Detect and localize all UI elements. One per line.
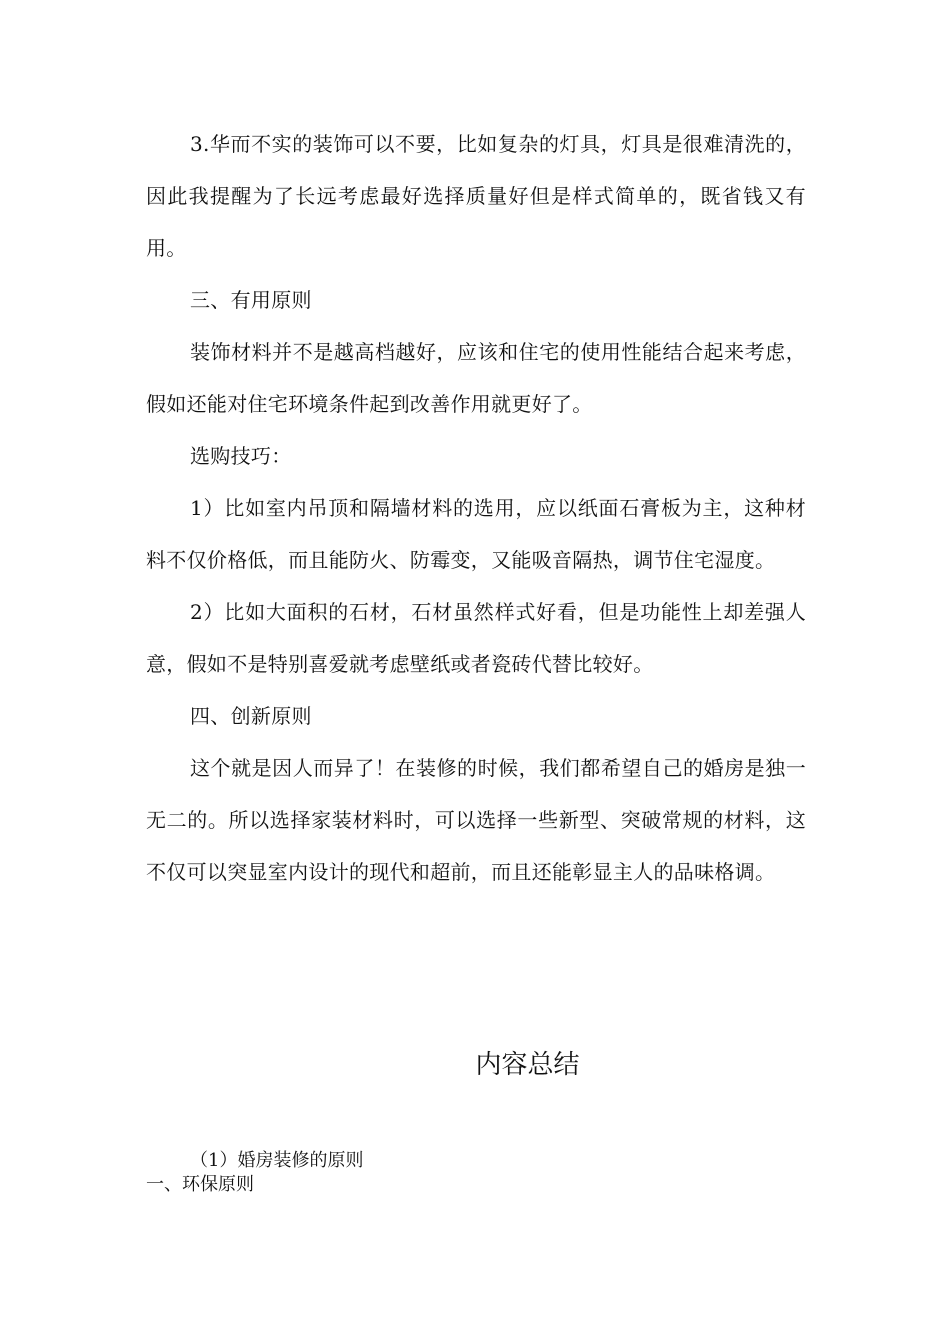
paragraph-tip-2: 2）比如大面积的石材，石材虽然样式好看，但是功能性上却差强人意，假如不是特别喜爱就考虑壁纸或者瓷砖代替比较好。 <box>146 600 806 676</box>
paragraph-lighting-tip: 3.华而不实的装饰可以不要，比如复杂的灯具，灯具是很难清洗的，因此我提醒为了长远考虑最好选择质量好但是样式简单的，既省钱又有用。 <box>146 132 806 260</box>
summary-line-1: （1）婚房装修的原则 <box>190 1150 364 1171</box>
paragraph-innovation: 这个就是因人而异了！在装修的时候，我们都希望自己的婚房是独一无二的。所以选择家装材料时，可以选择一些新型、突破常规的材料，这不仅可以突显室内设计的现代和超前，而且还能彰显主人的品味格调。 <box>146 756 806 884</box>
heading-innovation-principle: 四、创新原则 <box>190 704 312 728</box>
summary-title: 内容总结 <box>475 1050 580 1080</box>
heading-buying-tips: 选购技巧： <box>190 444 292 468</box>
heading-practical-principle: 三、有用原则 <box>190 288 312 312</box>
paragraph-tip-1: 1）比如室内吊顶和隔墙材料的选用，应以纸面石膏板为主，这种材料不仅价格低，而且能防火、防霉变，又能吸音隔热，调节住宅湿度。 <box>146 496 806 572</box>
document-body <box>146 118 806 898</box>
summary-line-2: 一、环保原则 <box>146 1174 254 1195</box>
paragraph-material-quality: 装饰材料并不是越高档越好，应该和住宅的使用性能结合起来考虑，假如还能对住宅环境条件起到改善作用就更好了。 <box>146 340 806 416</box>
